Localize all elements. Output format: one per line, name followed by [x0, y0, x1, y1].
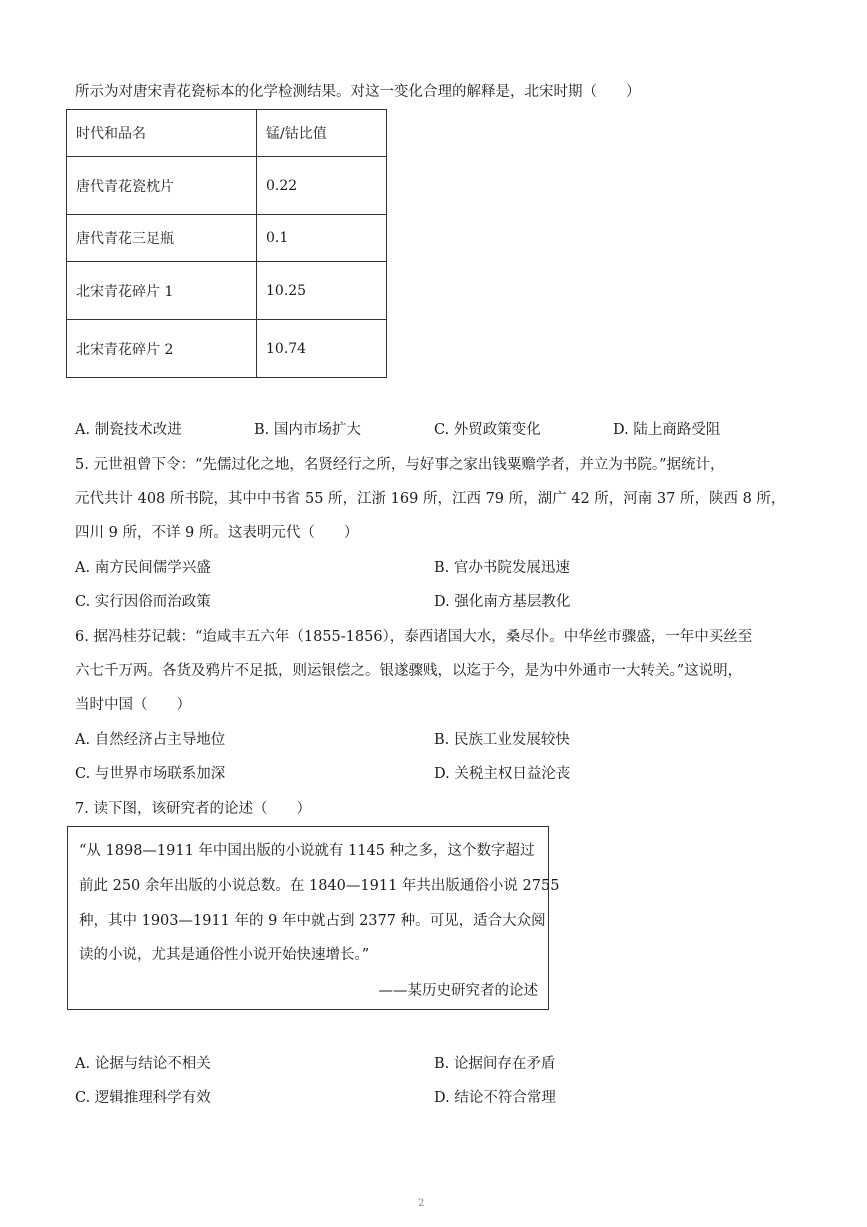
q7-option-c[interactable]: C. 逻辑推理科学有效	[75, 1090, 211, 1106]
q4-option-a[interactable]: A. 制瓷技术改进	[75, 422, 182, 438]
table-cell: 唐代青花瓷枕片	[67, 157, 257, 215]
quote-line: 读的小说，尤其是通俗性小说开始快速增长。”	[79, 947, 370, 963]
table-header-ratio: 锰/钴比值	[257, 110, 387, 157]
q4-option-c[interactable]: C. 外贸政策变化	[434, 422, 541, 438]
q6-stem-line: 六七千万两。各货及鸦片不足抵，则运银偿之。银遂骤贱，以迄于今，是为中外通市一大转关。”这说明，	[75, 663, 743, 679]
q7-option-b[interactable]: B. 论据间存在矛盾	[434, 1056, 556, 1072]
q6-stem-line: 当时中国（ ）	[75, 697, 191, 713]
table-row	[67, 262, 387, 320]
table-cell: 0.22	[257, 157, 387, 215]
q5-stem-line: 四川 9 所，不详 9 所。这表明元代（ ）	[75, 525, 359, 541]
quote-line: 前此 250 余年出版的小说总数。在 1840—1911 年共出版通俗小说 2755	[79, 878, 560, 894]
table-header-era: 时代和品名	[67, 110, 257, 157]
page-number: 2	[418, 1198, 425, 1209]
q5-stem-line: 5. 元世祖曾下令：“先儒过化之地，名贤经行之所，与好事之家出钱粟赡学者，并立为书院。”据统计，	[75, 457, 725, 473]
table-cell: 0.1	[257, 215, 387, 262]
q6-option-c[interactable]: C. 与世界市场联系加深	[75, 766, 226, 782]
table-row	[67, 320, 387, 378]
q6-option-a[interactable]: A. 自然经济占主导地位	[75, 732, 226, 748]
q4-option-d[interactable]: D. 陆上商路受阻	[613, 422, 721, 438]
table-cell: 唐代青花三足瓶	[67, 215, 257, 262]
table-cell: 北宋青花碎片 1	[67, 262, 257, 320]
researcher-quote-box	[67, 826, 560, 1010]
q7-option-d[interactable]: D. 结论不符合常理	[434, 1090, 556, 1106]
quote-source: ——某历史研究者的论述	[378, 983, 538, 999]
q6-option-b[interactable]: B. 民族工业发展较快	[434, 732, 570, 748]
table-header-row	[67, 110, 387, 157]
q7-option-a[interactable]: A. 论据与结论不相关	[75, 1056, 211, 1072]
q5-option-d[interactable]: D. 强化南方基层教化	[434, 594, 571, 610]
q4-option-b[interactable]: B. 国内市场扩大	[254, 422, 361, 438]
q5-option-a[interactable]: A. 南方民间儒学兴盛	[75, 560, 211, 576]
quote-line: 种，其中 1903—1911 年的 9 年中就占到 2377 种。可见，适合大众阅	[79, 913, 546, 929]
table-cell: 10.74	[257, 320, 387, 378]
table-cell: 10.25	[257, 262, 387, 320]
q5-stem-line: 元代共计 408 所书院，其中中书省 55 所，江浙 169 所，江西 79 所，湖广 42 所，河南 37 所，陕西 8 所，	[75, 491, 786, 507]
q5-option-b[interactable]: B. 官办书院发展迅速	[434, 560, 570, 576]
q7-stem: 7. 读下图，该研究者的论述（ ）	[75, 801, 311, 817]
q5-option-c[interactable]: C. 实行因俗而治政策	[75, 594, 211, 610]
quote-line: “从 1898—1911 年中国出版的小说就有 1145 种之多，这个数字超过	[79, 843, 535, 859]
question-4-stem: 所示为对唐宋青花瓷标本的化学检测结果。对这一变化合理的解释是，北宋时期（ ）	[75, 84, 641, 100]
q6-stem-line: 6. 据冯桂芬记载：“迨咸丰五六年（1855-1856），泰西诸国大水，桑尽仆。中华丝市骤盛，一年中买丝至	[75, 629, 753, 645]
table-cell: 北宋青花碎片 2	[67, 320, 257, 378]
manganese-cobalt-table	[66, 109, 387, 378]
table-row	[67, 215, 387, 262]
table-row	[67, 157, 387, 215]
q6-option-d[interactable]: D. 关税主权日益沦丧	[434, 766, 571, 782]
